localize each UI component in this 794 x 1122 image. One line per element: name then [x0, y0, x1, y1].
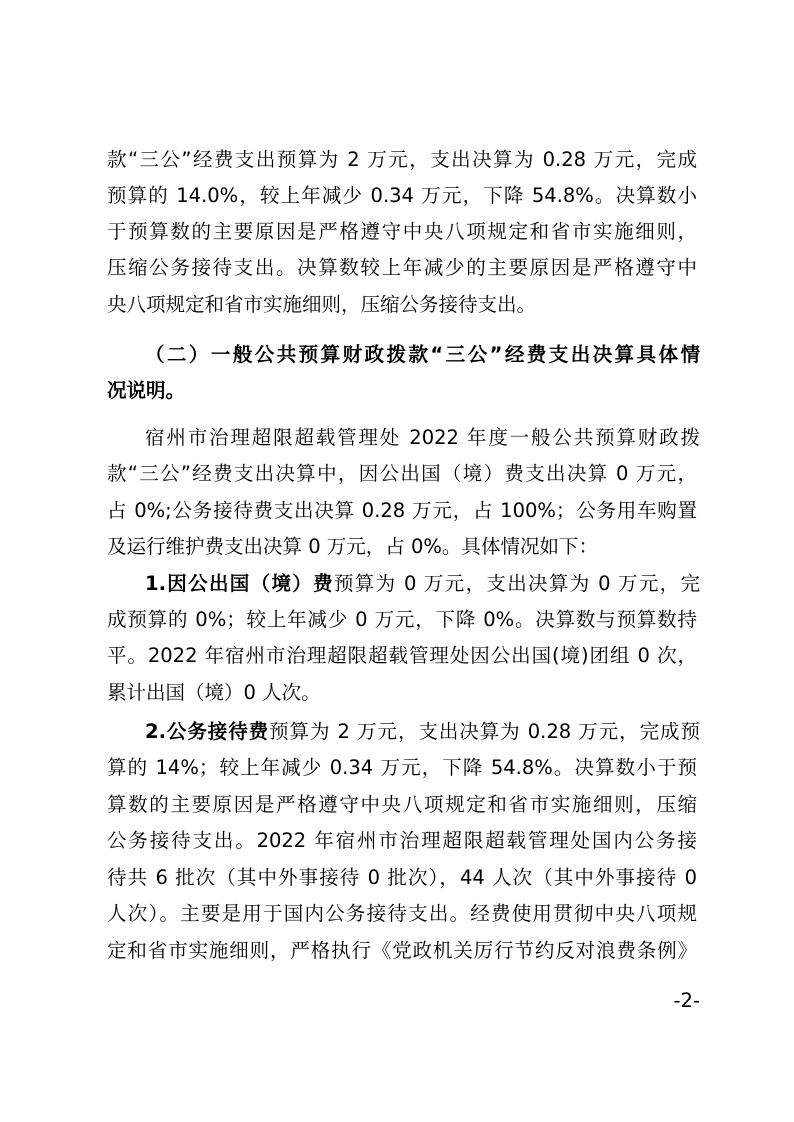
item2-first-line-text: 预算为 2 万元，支出决算为 0.28 万元，完成预: [269, 720, 700, 743]
item1-label: 1.因公出国（境）费: [145, 572, 334, 595]
item1-line: [145, 566, 700, 602]
item2-line: [145, 714, 700, 750]
summary-line: 及运行维护费支出决算 0 万元，占 0%。具体情况如下：: [107, 535, 598, 558]
item2-line: 定和省市实施细则，严格执行《党政机关厉行节约反对浪费条例》: [107, 939, 697, 962]
paragraph-line: 预算的 14.0%，较上年减少 0.34 万元，下降 54.8%。决算数小: [107, 184, 697, 207]
item2-line: 公务接待支出。2022 年宿州市治理超限超载管理处国内公务接: [107, 829, 697, 852]
paragraph-line: 压缩公务接待支出。决算数较上年减少的主要原因是严格遵守中: [107, 256, 697, 279]
summary-line: 占 0%;公务接待费支出决算 0.28 万元，占 100%；公务用车购置: [107, 499, 697, 522]
item1-line: 平。2022 年宿州市治理超限超载管理处因公出国(境)团组 0 次，: [107, 644, 697, 667]
item1-line: 累计出国（境）0 人次。: [107, 681, 321, 704]
page-number: -2-: [673, 989, 700, 1012]
paragraph-line: 央八项规定和省市实施细则，压缩公务接待支出。: [107, 293, 537, 316]
summary-line: 宿州市治理超限超载管理处 2022 年度一般公共预算财政拨: [145, 426, 700, 449]
paragraph-line: 于预算数的主要原因是严格遵守中央八项规定和省市实施细则，: [107, 220, 697, 243]
item2-line: 人次）。主要是用于国内公务接待支出。经费使用贯彻中央八项规: [107, 902, 697, 925]
item2-line: 算数的主要原因是严格遵守中央八项规定和省市实施细则，压缩: [107, 793, 697, 816]
item2-line: 算的 14%；较上年减少 0.34 万元，下降 54.8%。决算数小于预: [107, 756, 697, 779]
item2-label: 2.公务接待费: [145, 720, 270, 743]
section-heading-line: （二）一般公共预算财政拨款“三公”经费支出决算具体情: [145, 343, 700, 366]
paragraph-line: 款“三公”经费支出预算为 2 万元，支出决算为 0.28 万元，完成: [107, 148, 697, 171]
item1-first-line-text: 预算为 0 万元，支出决算为 0 万元，完: [333, 572, 700, 595]
item2-line: 待共 6 批次（其中外事接待 0 批次），44 人次（其中外事接待 0: [107, 866, 697, 889]
summary-line: 款“三公”经费支出决算中，因公出国（境）费支出决算 0 万元，: [107, 462, 697, 485]
item1-line: 成预算的 0%；较上年减少 0 万元，下降 0%。决算数与预算数持: [107, 608, 697, 631]
section-heading-line: 况说明。: [107, 379, 186, 402]
